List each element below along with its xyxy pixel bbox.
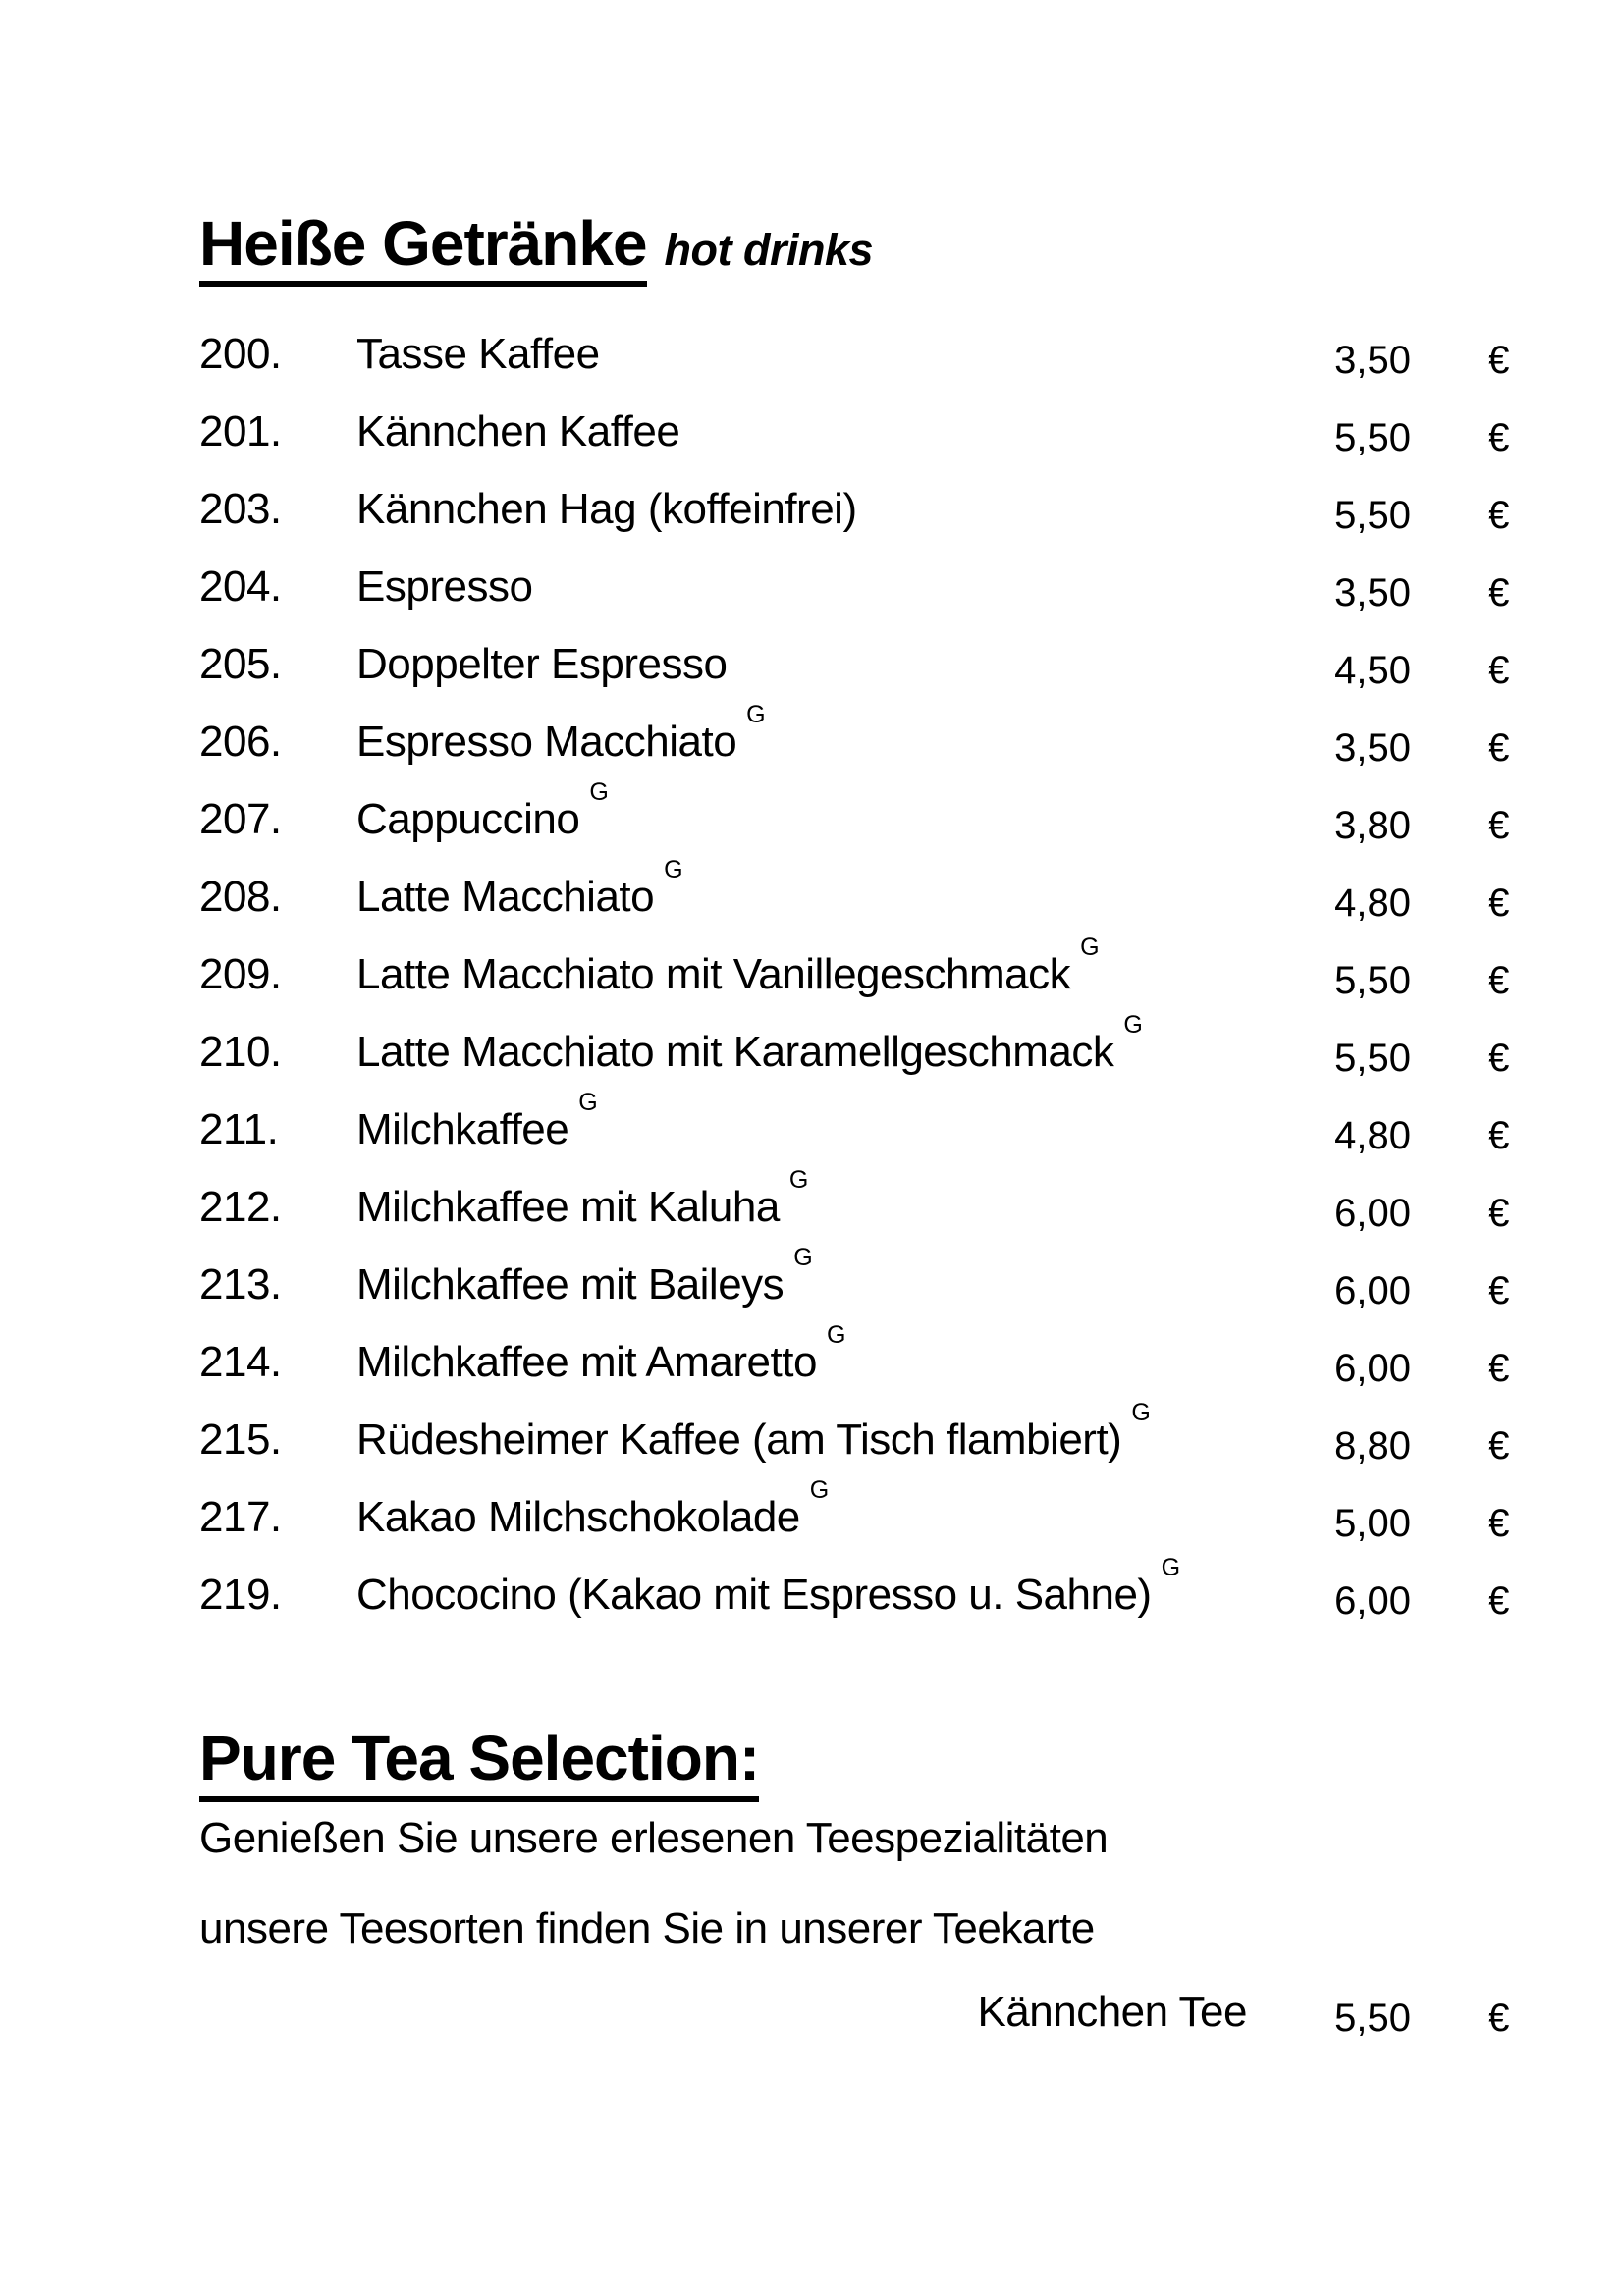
item-name-text: Kakao Milchschokolade xyxy=(356,1493,800,1541)
menu-item-row xyxy=(199,1556,1509,1633)
allergen-mark-g: G xyxy=(1123,1011,1143,1040)
item-price: 8,80 xyxy=(1334,1424,1411,1468)
tea-item-name: Kännchen Tee xyxy=(977,1988,1247,2036)
item-number: 212. xyxy=(199,1183,282,1231)
item-name-text: Espresso Macchiato xyxy=(356,718,737,766)
tea-description-line1: Genießen Sie unsere erlesenen Teespezialitäten xyxy=(199,1814,1109,1862)
item-name xyxy=(356,1556,1264,1633)
euro-symbol: € xyxy=(1488,494,1509,537)
hot-drinks-title: Heiße Getränke xyxy=(199,209,647,287)
item-number: 206. xyxy=(199,718,282,766)
euro-symbol: € xyxy=(1488,959,1509,1002)
euro-symbol: € xyxy=(1488,804,1509,847)
item-price: 4,50 xyxy=(1334,649,1411,692)
item-number: 215. xyxy=(199,1415,282,1464)
item-number: 210. xyxy=(199,1028,282,1076)
menu-item-row xyxy=(199,1168,1509,1246)
item-price: 5,50 xyxy=(1334,494,1411,537)
menu-item-row xyxy=(199,1478,1509,1556)
item-price: 6,00 xyxy=(1334,1192,1411,1235)
menu-item-row xyxy=(199,470,1509,548)
euro-symbol: € xyxy=(1488,1269,1509,1312)
menu-item-row xyxy=(199,1246,1509,1323)
item-name xyxy=(356,1401,1264,1478)
item-price: 6,00 xyxy=(1334,1347,1411,1390)
allergen-mark-g: G xyxy=(793,1244,813,1272)
item-name xyxy=(356,858,1264,935)
item-number: 200. xyxy=(199,330,282,378)
item-name-text: Milchkaffee mit Amaretto xyxy=(356,1338,817,1386)
allergen-mark-g: G xyxy=(578,1089,598,1117)
item-name xyxy=(356,625,1264,703)
item-price: 3,50 xyxy=(1334,726,1411,770)
euro-symbol: € xyxy=(1488,1997,1509,2040)
item-number: 203. xyxy=(199,485,282,533)
item-name xyxy=(356,393,1264,470)
item-number: 204. xyxy=(199,562,282,611)
euro-symbol: € xyxy=(1488,726,1509,770)
item-price: 4,80 xyxy=(1334,881,1411,925)
euro-symbol: € xyxy=(1488,1424,1509,1468)
euro-symbol: € xyxy=(1488,1347,1509,1390)
allergen-mark-g: G xyxy=(826,1321,846,1350)
item-name xyxy=(356,703,1264,780)
tea-item-row xyxy=(199,1973,1509,2051)
menu-item-row xyxy=(199,315,1509,393)
euro-symbol: € xyxy=(1488,571,1509,614)
item-price: 5,00 xyxy=(1334,1502,1411,1545)
item-price: 5,50 xyxy=(1334,1037,1411,1080)
item-name-text: Chococino (Kakao mit Espresso u. Sahne) xyxy=(356,1571,1152,1619)
item-number: 214. xyxy=(199,1338,282,1386)
item-name-text: Rüdesheimer Kaffee (am Tisch flambiert) xyxy=(356,1415,1122,1464)
allergen-mark-g: G xyxy=(1161,1554,1181,1582)
euro-symbol: € xyxy=(1488,881,1509,925)
allergen-mark-g: G xyxy=(746,701,766,729)
item-price: 3,80 xyxy=(1334,804,1411,847)
item-name xyxy=(356,548,1264,625)
item-number: 201. xyxy=(199,407,282,455)
tea-section-heading xyxy=(199,1724,759,1802)
item-number: 211. xyxy=(199,1105,279,1153)
allergen-mark-g: G xyxy=(788,1166,809,1195)
item-name-text: Milchkaffee mit Kaluha xyxy=(356,1183,780,1231)
item-name-text: Kännchen Hag (koffeinfrei) xyxy=(356,485,857,533)
item-number: 213. xyxy=(199,1260,282,1308)
item-name xyxy=(356,1246,1264,1323)
item-name-text: Doppelter Espresso xyxy=(356,640,728,688)
allergen-mark-g: G xyxy=(1131,1399,1151,1427)
item-number: 208. xyxy=(199,873,282,921)
item-name xyxy=(356,1478,1264,1556)
item-price: 5,50 xyxy=(1334,416,1411,459)
item-number: 217. xyxy=(199,1493,282,1541)
item-name xyxy=(356,1323,1264,1401)
euro-symbol: € xyxy=(1488,649,1509,692)
item-price: 5,50 xyxy=(1334,959,1411,1002)
euro-symbol: € xyxy=(1488,1037,1509,1080)
tea-item-price: 5,50 xyxy=(1334,1997,1411,2040)
item-name xyxy=(356,935,1264,1013)
hot-drinks-item-list xyxy=(199,315,1509,1633)
item-name-text: Espresso xyxy=(356,562,533,611)
menu-item-row xyxy=(199,1401,1509,1478)
tea-section-title: Pure Tea Selection: xyxy=(199,1724,759,1802)
item-price: 4,80 xyxy=(1334,1114,1411,1157)
item-price: 6,00 xyxy=(1334,1579,1411,1623)
item-name xyxy=(356,780,1264,858)
menu-item-row xyxy=(199,393,1509,470)
item-name xyxy=(356,1013,1264,1091)
item-number: 207. xyxy=(199,795,282,843)
item-name-text: Latte Macchiato mit Vanillegeschmack xyxy=(356,950,1071,998)
item-price: 3,50 xyxy=(1334,339,1411,382)
hot-drinks-heading xyxy=(199,209,873,287)
item-name xyxy=(356,1091,1264,1168)
item-name-text: Milchkaffee mit Baileys xyxy=(356,1260,785,1308)
menu-item-row xyxy=(199,548,1509,625)
item-name-text: Tasse Kaffee xyxy=(356,330,600,378)
menu-item-row xyxy=(199,1013,1509,1091)
menu-item-row xyxy=(199,1091,1509,1168)
item-name xyxy=(356,315,1264,393)
item-number: 219. xyxy=(199,1571,282,1619)
euro-symbol: € xyxy=(1488,1579,1509,1623)
item-name-text: Kännchen Kaffee xyxy=(356,407,680,455)
item-name-text: Cappuccino xyxy=(356,795,580,843)
tea-description-line2: unsere Teesorten finden Sie in unserer Teekarte xyxy=(199,1904,1095,1952)
menu-item-row xyxy=(199,935,1509,1013)
item-name xyxy=(356,470,1264,548)
item-price: 3,50 xyxy=(1334,571,1411,614)
allergen-mark-g: G xyxy=(664,856,683,884)
euro-symbol: € xyxy=(1488,1114,1509,1157)
item-price: 6,00 xyxy=(1334,1269,1411,1312)
menu-item-row xyxy=(199,703,1509,780)
menu-item-row xyxy=(199,1323,1509,1401)
item-number: 205. xyxy=(199,640,282,688)
hot-drinks-subtitle: hot drinks xyxy=(664,225,874,275)
euro-symbol: € xyxy=(1488,1502,1509,1545)
euro-symbol: € xyxy=(1488,339,1509,382)
euro-symbol: € xyxy=(1488,416,1509,459)
item-name-text: Latte Macchiato xyxy=(356,873,655,921)
item-number: 209. xyxy=(199,950,282,998)
allergen-mark-g: G xyxy=(589,778,609,807)
item-name-text: Milchkaffee xyxy=(356,1105,569,1153)
euro-symbol: € xyxy=(1488,1192,1509,1235)
menu-item-row xyxy=(199,858,1509,935)
menu-item-row xyxy=(199,780,1509,858)
menu-item-row xyxy=(199,625,1509,703)
allergen-mark-g: G xyxy=(1080,934,1100,962)
allergen-mark-g: G xyxy=(809,1476,830,1505)
item-name xyxy=(356,1168,1264,1246)
item-name-text: Latte Macchiato mit Karamellgeschmack xyxy=(356,1028,1114,1076)
